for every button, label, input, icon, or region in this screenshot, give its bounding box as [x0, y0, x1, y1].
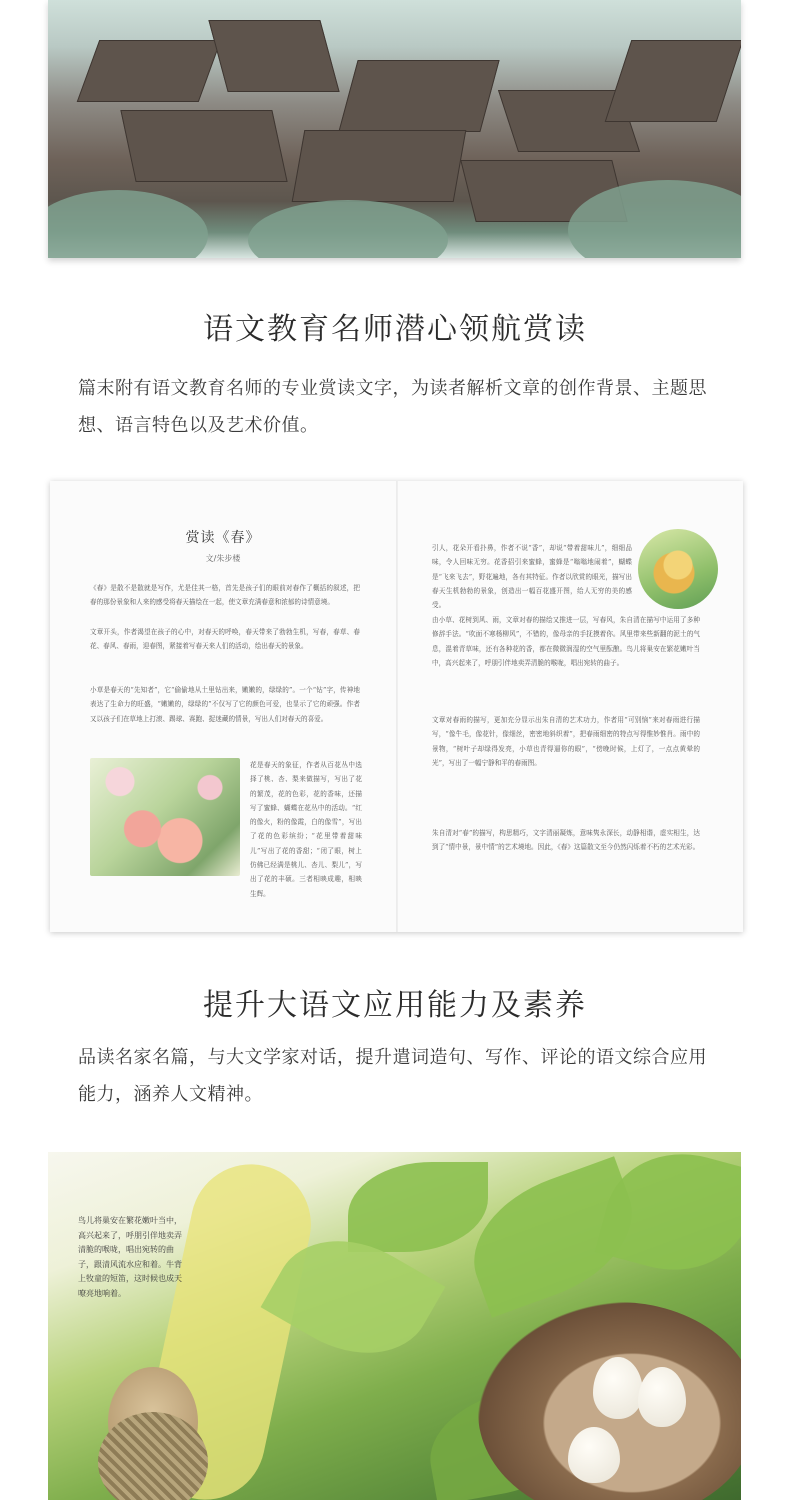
birds-nest-illustration: [48, 1152, 741, 1500]
left-paragraph-2: 文章开头，作者渴望在孩子的心中，对春天的呼唤，春天带来了勃勃生机，写春，春草、春花、春风、春雨，迎春图，紧接着写春天来人们的活动，绘出春天的景象。: [90, 628, 360, 651]
right-paragraph-4: 朱自清对“春”的描写，构思精巧，文字清丽凝炼，意味隽永深长，动静相谐，虚实相生，达到了“情中景，景中情”的艺术境地。因此，《春》这篇散文至今仍然闪烁着不朽的艺术光彩。: [432, 829, 700, 852]
egg: [638, 1367, 686, 1427]
section-title-language-ability: 提升大语文应用能力及素养: [203, 988, 587, 1023]
right-paragraph-2: 由小草、花树到风、雨，文章对春的描绘又推进一层，写春风，朱自清在描写中运用了多种修辞手法。“吹面不寒杨柳风”，不错的，像母亲的手抚摸着你。风里带来些新翻的泥土的气息，混着青草味，还有各种花的香，都在微微润湿的空气里酝酿。鸟儿将巢安在繁花嫩叶当中，高兴起来了，呼朋引伴地卖弄清脆的喉咙，唱出宛转的曲子。: [432, 616, 700, 667]
book-spread-image: [50, 481, 743, 932]
section-description-teacher-reading: 篇末附有语文教育名师的专业赏读文字，为读者解析文章的创作背景、主题思想、语言特色以及艺术价值。: [78, 378, 707, 436]
left-paragraph-4: 花是春天的象征，作者从百花丛中选择了桃、杏、梨来做描写，写出了花的繁茂，花的色彩，花的香味，还描写了蜜蜂、蝴蝶在花丛中的活动。“红的像火，粉的像霞，白的像雪”，写出了花的色彩缤纷；“花里带着甜味儿”写出了花的香甜；“闭了眼，树上仿佛已经满是桃儿、杏儿、梨儿”，写出了花的丰硕。三者相映成趣，相映生辉。: [250, 761, 362, 898]
book-gutter: [396, 481, 398, 932]
village-roofs-illustration: [48, 0, 741, 258]
left-paragraph-3: 小草是春天的“先知者”，它“偷偷地从土里钻出来，嫩嫩的，绿绿的”。一个“钻”字，传神地表达了生命力的旺盛，“嫩嫩的，绿绿的”不仅写了它的颜色可爱，也显示了它的顽强。作者又以孩子们在草地上打滚、踢球、赛跑、捉迷藏的情景，写出人们对春天的喜爱。: [90, 686, 360, 723]
right-paragraph-1: 引人，花朵开看扑鼻，作者不说“香”，却说“带着甜味儿”，细细品味，令人回味无穷。花香招引来蜜蜂，蜜蜂是“嗡嗡地闹着”，蝴蝶是“飞来飞去”，野花遍地，各有其特征。作者以欣赏的眼光，描写出春天生机勃勃的景象，创造出一幅百花盛开图，给人无穷的美的感受。: [432, 544, 632, 610]
essay-title: 赏读《春》: [185, 530, 261, 546]
essay-author: 文/朱步楼: [205, 554, 241, 563]
yellow-bird-circle-illustration: [638, 529, 718, 609]
section-description-language-ability: 品读名家名篇，与大文学家对话，提升遣词造句、写作、评论的语文综合应用能力，涵养人文精神。: [78, 1047, 707, 1105]
left-paragraph-1: 《春》是散不是散就是写作，尤是佳其一格，首先是孩子们的眼前对春作了概括的叙述，把春的那份景象和人来的感受将春天描绘在一起，使文章充满春意和浓郁的诗情意境。: [90, 584, 360, 607]
peach-blossom-illustration: [90, 758, 240, 876]
egg: [568, 1427, 620, 1483]
egg: [593, 1357, 643, 1419]
right-paragraph-3: 文章对春雨的描写，更加充分显示出朱自清的艺术功力，作者用“可别恼”来对春雨进行描写，“像牛毛，像花针，像细丝，密密地斜织着”，把春雨细密的特点写得惟妙惟肖。雨中的景物，“树叶子却绿得发亮，小草也青得逼你的眼”，“傍晚时候，上灯了，一点点黄晕的光”，写出了一幅宁静和平的春雨图。: [432, 716, 700, 767]
illustration-caption: 鸟儿将巢安在繁花嫩叶当中，高兴起来了，呼朋引伴地卖弄清脆的喉咙，唱出宛转的曲子，跟清风流水应和着。牛背上牧童的短笛，这时候也成天嘹亮地响着。: [78, 1216, 182, 1298]
section-title-teacher-reading: 语文教育名师潜心领航赏读: [203, 312, 587, 347]
